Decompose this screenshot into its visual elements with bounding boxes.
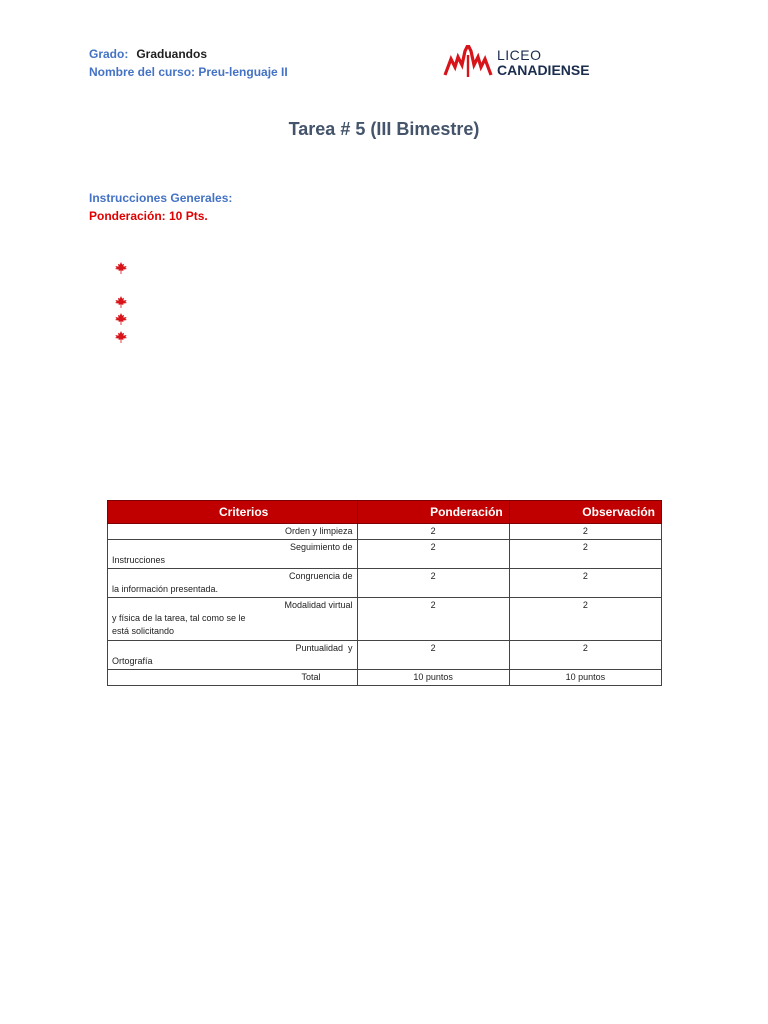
observacion-cell: 2 <box>509 540 661 569</box>
header-criterios: Criterios <box>108 501 358 524</box>
table-row <box>108 569 662 598</box>
logo-text-liceo: LICEO <box>497 47 542 63</box>
maple-leaf-logo-icon <box>443 45 493 79</box>
observacion-cell: 2 <box>509 569 661 598</box>
maple-leaf-icon <box>115 296 127 308</box>
ponderacion-cell: 2 <box>357 569 509 598</box>
grado-line <box>89 47 207 61</box>
observacion-cell: 2 <box>509 598 661 641</box>
logo-text-canadiense: CANADIENSE <box>497 62 590 78</box>
criterio-line: Instrucciones <box>112 555 166 565</box>
observacion-cell: 2 <box>509 641 661 670</box>
criterio-line: Puntualidad y <box>295 643 353 653</box>
criterio-line: la información presentada. <box>112 584 219 594</box>
header-ponderacion: Ponderación <box>357 501 509 524</box>
table-row <box>108 598 662 641</box>
total-label: Total <box>108 670 358 686</box>
header-observacion: Observación <box>509 501 661 524</box>
ponderacion-line: Ponderación: 10 Pts. <box>89 209 208 223</box>
total-observacion: 10 puntos <box>509 670 661 686</box>
document-title: Tarea # 5 (III Bimestre) <box>288 119 480 139</box>
table-row <box>108 524 662 540</box>
ponderacion-cell: 2 <box>357 524 509 540</box>
instructions-heading: Instrucciones Generales: <box>89 191 233 205</box>
criterio-line: está solicitando <box>112 626 175 636</box>
course-name: Nombre del curso: Preu-lenguaje II <box>89 65 288 79</box>
criterio-line: Modalidad virtual <box>284 600 353 610</box>
criterio-line: y física de la tarea, tal como se le <box>112 613 246 623</box>
criterio-cell <box>108 569 358 598</box>
criterio-cell: Orden y limpieza <box>108 524 358 540</box>
criterio-cell <box>108 540 358 569</box>
table-row-total <box>108 670 662 686</box>
ponderacion-cell: 2 <box>357 598 509 641</box>
table-header-row <box>108 501 662 524</box>
criterio-cell <box>108 598 358 641</box>
criterio-line: Ortografía <box>112 656 153 666</box>
ponderacion-cell: 2 <box>357 641 509 670</box>
ponderacion-cell: 2 <box>357 540 509 569</box>
table-row <box>108 641 662 670</box>
table-row <box>108 540 662 569</box>
maple-leaf-icon <box>115 313 127 325</box>
rubric-table <box>107 500 662 686</box>
criterio-line: Seguimiento de <box>290 542 353 552</box>
maple-leaf-icon <box>115 262 127 274</box>
grado-value: Graduandos <box>136 47 208 61</box>
criterio-cell <box>108 641 358 670</box>
observacion-cell: 2 <box>509 524 661 540</box>
total-ponderacion: 10 puntos <box>357 670 509 686</box>
criterio-line: Congruencia de <box>289 571 353 581</box>
maple-leaf-icon <box>115 331 127 343</box>
grado-label: Grado: <box>89 47 129 61</box>
liceo-canadiense-logo <box>443 45 603 81</box>
